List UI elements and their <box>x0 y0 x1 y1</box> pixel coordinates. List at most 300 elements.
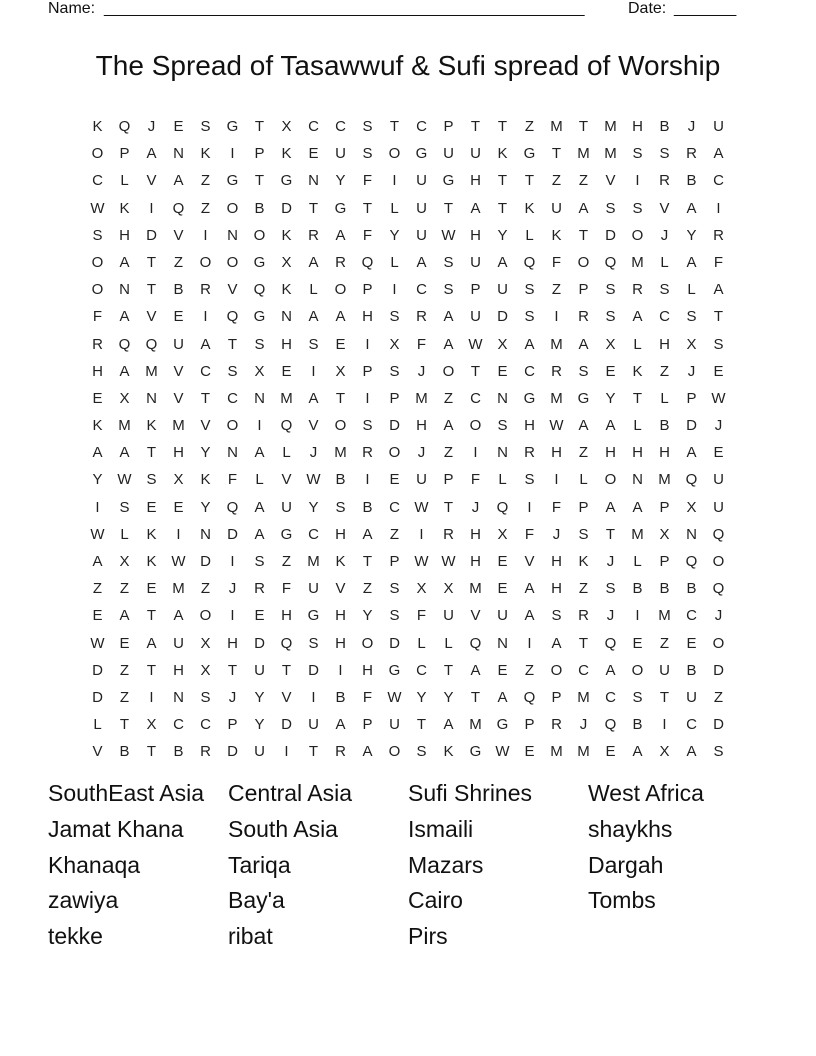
grid-letter[interactable]: M <box>280 389 293 407</box>
grid-letter[interactable]: M <box>550 118 563 135</box>
grid-letter[interactable]: O <box>226 199 239 217</box>
grid-letter[interactable]: C <box>686 716 697 734</box>
grid-letter[interactable]: T <box>713 308 724 326</box>
grid-letter[interactable]: T <box>524 172 535 190</box>
grid-letter[interactable]: S <box>254 335 265 353</box>
grid-letter[interactable]: Q <box>685 471 698 489</box>
grid-letter[interactable]: X <box>119 389 130 407</box>
grid-letter[interactable]: Q <box>685 553 698 570</box>
grid-letter[interactable]: T <box>146 661 157 679</box>
grid-letter[interactable]: U <box>497 281 508 299</box>
grid-letter[interactable]: P <box>578 281 589 299</box>
grid-letter[interactable]: T <box>497 199 508 217</box>
grid-letter[interactable]: F <box>281 580 292 598</box>
grid-letter[interactable]: H <box>551 580 562 598</box>
grid-letter[interactable]: P <box>119 145 130 163</box>
grid-letter[interactable]: C <box>524 362 535 380</box>
grid-letter[interactable]: X <box>416 580 427 598</box>
grid-letter[interactable]: O <box>631 226 644 244</box>
grid-letter[interactable]: G <box>388 661 401 679</box>
grid-letter[interactable]: R <box>551 362 562 380</box>
grid-letter[interactable]: I <box>230 553 235 570</box>
grid-letter[interactable]: Y <box>200 444 211 462</box>
grid-letter[interactable]: C <box>470 389 481 407</box>
grid-letter[interactable]: A <box>308 308 319 326</box>
grid-letter[interactable]: U <box>308 716 319 734</box>
grid-letter[interactable]: J <box>660 226 669 244</box>
grid-letter[interactable]: A <box>632 743 643 761</box>
grid-letter[interactable]: L <box>417 634 426 652</box>
grid-letter[interactable]: Z <box>119 688 130 706</box>
grid-letter[interactable]: Z <box>443 444 454 462</box>
grid-letter[interactable]: U <box>335 145 346 163</box>
grid-letter[interactable]: H <box>173 661 184 679</box>
grid-letter[interactable]: B <box>173 743 184 761</box>
grid-letter[interactable]: R <box>686 145 697 163</box>
grid-letter[interactable]: O <box>388 444 401 462</box>
grid-letter[interactable]: A <box>578 417 589 435</box>
grid-letter[interactable]: M <box>550 335 563 353</box>
grid-letter[interactable]: P <box>659 498 670 516</box>
grid-letter[interactable]: K <box>551 226 562 244</box>
grid-letter[interactable]: M <box>550 743 563 761</box>
grid-letter[interactable]: T <box>497 118 508 135</box>
grid-letter[interactable]: D <box>605 226 616 244</box>
grid-letter[interactable]: Z <box>119 661 130 679</box>
grid-letter[interactable]: A <box>497 253 508 271</box>
grid-letter[interactable]: I <box>284 743 289 761</box>
grid-letter[interactable]: Z <box>281 553 292 570</box>
grid-letter[interactable]: A <box>119 253 130 271</box>
grid-letter[interactable]: T <box>497 172 508 190</box>
grid-letter[interactable]: T <box>146 743 157 761</box>
grid-letter[interactable]: L <box>93 716 102 734</box>
grid-letter[interactable]: M <box>577 145 590 163</box>
grid-letter[interactable]: X <box>686 498 697 516</box>
grid-letter[interactable]: H <box>470 226 481 244</box>
grid-letter[interactable]: J <box>687 362 696 380</box>
grid-letter[interactable]: P <box>389 553 400 570</box>
grid-letter[interactable]: E <box>173 308 184 326</box>
grid-letter[interactable]: B <box>335 471 346 489</box>
grid-letter[interactable]: W <box>441 553 456 570</box>
grid-letter[interactable]: O <box>712 553 725 570</box>
grid-letter[interactable]: R <box>551 716 562 734</box>
grid-letter[interactable]: W <box>468 335 483 353</box>
grid-letter[interactable]: T <box>578 634 589 652</box>
grid-letter[interactable]: R <box>632 281 643 299</box>
grid-letter[interactable]: F <box>362 688 373 706</box>
grid-letter[interactable]: N <box>686 525 697 543</box>
grid-letter[interactable]: K <box>281 281 292 299</box>
grid-letter[interactable]: A <box>335 716 346 734</box>
grid-letter[interactable]: G <box>307 607 320 625</box>
grid-letter[interactable]: C <box>416 118 427 135</box>
grid-letter[interactable]: D <box>497 308 508 326</box>
grid-letter[interactable]: I <box>716 199 721 217</box>
grid-letter[interactable]: Z <box>578 172 589 190</box>
grid-letter[interactable]: C <box>389 498 400 516</box>
grid-letter[interactable]: R <box>416 308 427 326</box>
grid-letter[interactable]: C <box>713 172 724 190</box>
grid-letter[interactable]: X <box>146 716 157 734</box>
grid-letter[interactable]: P <box>524 716 535 734</box>
grid-letter[interactable]: O <box>91 281 104 299</box>
grid-letter[interactable]: J <box>147 118 156 135</box>
grid-letter[interactable]: W <box>495 743 510 761</box>
grid-letter[interactable]: J <box>606 607 615 625</box>
grid-letter[interactable]: O <box>199 253 212 271</box>
grid-letter[interactable]: M <box>415 389 428 407</box>
grid-letter[interactable]: G <box>469 743 482 761</box>
grid-letter[interactable]: N <box>227 226 238 244</box>
grid-letter[interactable]: C <box>416 281 427 299</box>
grid-letter[interactable]: T <box>632 389 643 407</box>
grid-letter[interactable]: S <box>362 118 373 135</box>
grid-letter[interactable]: J <box>417 444 426 462</box>
grid-letter[interactable]: B <box>686 580 697 598</box>
grid-letter[interactable]: S <box>632 199 643 217</box>
grid-letter[interactable]: S <box>254 553 265 570</box>
grid-letter[interactable]: C <box>308 525 319 543</box>
grid-letter[interactable]: X <box>281 118 292 135</box>
grid-letter[interactable]: A <box>578 335 589 353</box>
grid-letter[interactable]: C <box>335 118 346 135</box>
grid-letter[interactable]: A <box>335 226 346 244</box>
grid-letter[interactable]: B <box>659 580 670 598</box>
grid-letter[interactable]: S <box>308 335 319 353</box>
grid-letter[interactable]: N <box>173 688 184 706</box>
grid-letter[interactable]: Q <box>712 525 725 543</box>
grid-letter[interactable]: J <box>714 417 723 435</box>
grid-letter[interactable]: U <box>443 145 454 163</box>
grid-letter[interactable]: V <box>173 226 184 244</box>
grid-letter[interactable]: Q <box>712 580 725 598</box>
grid-letter[interactable]: S <box>605 580 616 598</box>
grid-letter[interactable]: Y <box>254 688 265 706</box>
grid-letter[interactable]: T <box>362 553 373 570</box>
grid-letter[interactable]: D <box>713 661 724 679</box>
grid-letter[interactable]: Y <box>308 498 319 516</box>
grid-letter[interactable]: S <box>416 743 427 761</box>
grid-letter[interactable]: T <box>605 525 616 543</box>
grid-letter[interactable]: A <box>443 716 454 734</box>
grid-letter[interactable]: P <box>443 471 454 489</box>
grid-letter[interactable]: A <box>119 444 130 462</box>
grid-letter[interactable]: O <box>712 634 725 652</box>
grid-letter[interactable]: O <box>226 417 239 435</box>
grid-letter[interactable]: O <box>199 607 212 625</box>
grid-letter[interactable]: B <box>632 580 643 598</box>
grid-letter[interactable]: X <box>200 634 211 652</box>
grid-letter[interactable]: A <box>146 145 157 163</box>
grid-letter[interactable]: J <box>714 607 723 625</box>
grid-letter[interactable]: I <box>635 172 640 190</box>
grid-letter[interactable]: A <box>605 498 616 516</box>
grid-letter[interactable]: A <box>632 498 643 516</box>
grid-letter[interactable]: I <box>257 417 262 435</box>
grid-letter[interactable]: R <box>308 226 319 244</box>
grid-letter[interactable]: R <box>335 743 346 761</box>
grid-letter[interactable]: A <box>443 417 454 435</box>
grid-letter[interactable]: L <box>579 471 588 489</box>
grid-letter[interactable]: V <box>605 172 616 190</box>
grid-letter[interactable]: O <box>253 226 266 244</box>
grid-letter[interactable]: N <box>119 281 130 299</box>
grid-letter[interactable]: T <box>470 118 481 135</box>
grid-letter[interactable]: P <box>443 118 454 135</box>
grid-letter[interactable]: M <box>577 688 590 706</box>
grid-letter[interactable]: O <box>226 253 239 271</box>
grid-letter[interactable]: X <box>335 362 346 380</box>
grid-letter[interactable]: A <box>119 607 130 625</box>
grid-letter[interactable]: S <box>578 362 589 380</box>
grid-letter[interactable]: Z <box>119 580 130 598</box>
grid-letter[interactable]: P <box>227 716 238 734</box>
grid-letter[interactable]: R <box>578 607 589 625</box>
grid-letter[interactable]: J <box>687 118 696 135</box>
grid-letter[interactable]: Z <box>551 281 562 299</box>
grid-letter[interactable]: A <box>200 335 211 353</box>
grid-letter[interactable]: V <box>659 199 670 217</box>
grid-letter[interactable]: Z <box>389 525 400 543</box>
grid-letter[interactable]: H <box>92 362 103 380</box>
grid-letter[interactable]: H <box>335 525 346 543</box>
grid-letter[interactable]: O <box>388 743 401 761</box>
grid-letter[interactable]: K <box>281 145 292 163</box>
grid-letter[interactable]: G <box>442 172 455 190</box>
grid-letter[interactable]: X <box>659 743 670 761</box>
grid-letter[interactable]: N <box>497 634 508 652</box>
grid-letter[interactable]: X <box>281 253 292 271</box>
grid-letter[interactable]: P <box>686 389 697 407</box>
grid-letter[interactable]: A <box>362 525 373 543</box>
grid-letter[interactable]: T <box>281 661 292 679</box>
grid-letter[interactable]: M <box>172 417 185 435</box>
grid-letter[interactable]: I <box>365 471 370 489</box>
grid-letter[interactable]: S <box>389 308 400 326</box>
grid-letter[interactable]: H <box>632 444 643 462</box>
grid-letter[interactable]: L <box>660 253 669 271</box>
grid-letter[interactable]: W <box>414 553 429 570</box>
grid-letter[interactable]: K <box>632 362 643 380</box>
grid-letter[interactable]: S <box>686 308 697 326</box>
grid-letter[interactable]: E <box>254 607 265 625</box>
grid-letter[interactable]: E <box>524 743 535 761</box>
grid-letter[interactable]: S <box>659 145 670 163</box>
grid-letter[interactable]: W <box>387 688 402 706</box>
grid-letter[interactable]: E <box>308 145 319 163</box>
grid-letter[interactable]: V <box>227 281 238 299</box>
grid-letter[interactable]: I <box>338 661 343 679</box>
grid-letter[interactable]: H <box>605 444 616 462</box>
grid-letter[interactable]: L <box>633 553 642 570</box>
grid-letter[interactable]: D <box>227 525 238 543</box>
grid-letter[interactable]: E <box>605 743 616 761</box>
grid-letter[interactable]: F <box>551 253 562 271</box>
grid-letter[interactable]: A <box>335 308 346 326</box>
grid-letter[interactable]: Z <box>200 172 211 190</box>
grid-letter[interactable]: J <box>606 553 615 570</box>
grid-letter[interactable]: X <box>254 362 265 380</box>
grid-letter[interactable]: Z <box>200 199 211 217</box>
grid-letter[interactable]: J <box>417 362 426 380</box>
grid-letter[interactable]: L <box>498 471 507 489</box>
grid-letter[interactable]: S <box>659 281 670 299</box>
grid-letter[interactable]: H <box>470 172 481 190</box>
grid-letter[interactable]: T <box>146 281 157 299</box>
grid-letter[interactable]: D <box>389 417 400 435</box>
grid-letter[interactable]: L <box>444 634 453 652</box>
grid-letter[interactable]: Z <box>200 580 211 598</box>
grid-letter[interactable]: T <box>227 661 238 679</box>
grid-letter[interactable]: S <box>443 281 454 299</box>
grid-letter[interactable]: N <box>227 444 238 462</box>
grid-letter[interactable]: A <box>362 743 373 761</box>
grid-letter[interactable]: T <box>443 199 454 217</box>
grid-letter[interactable]: U <box>659 661 670 679</box>
grid-letter[interactable]: O <box>577 253 590 271</box>
grid-letter[interactable]: X <box>173 471 184 489</box>
grid-letter[interactable]: U <box>497 607 508 625</box>
grid-letter[interactable]: C <box>92 172 103 190</box>
grid-letter[interactable]: A <box>497 688 508 706</box>
grid-letter[interactable]: X <box>497 335 508 353</box>
grid-letter[interactable]: A <box>605 661 616 679</box>
grid-letter[interactable]: B <box>659 118 670 135</box>
grid-letter[interactable]: Z <box>362 580 373 598</box>
grid-letter[interactable]: I <box>419 525 424 543</box>
grid-letter[interactable]: A <box>713 281 724 299</box>
grid-letter[interactable]: V <box>308 417 319 435</box>
grid-letter[interactable]: S <box>308 634 319 652</box>
grid-letter[interactable]: U <box>254 661 265 679</box>
grid-letter[interactable]: C <box>416 661 427 679</box>
grid-letter[interactable]: M <box>658 607 671 625</box>
grid-letter[interactable]: A <box>713 145 724 163</box>
grid-letter[interactable]: K <box>146 417 157 435</box>
grid-letter[interactable]: Q <box>253 281 266 299</box>
grid-letter[interactable]: G <box>523 145 536 163</box>
grid-letter[interactable]: K <box>200 145 211 163</box>
grid-letter[interactable]: N <box>173 145 184 163</box>
grid-letter[interactable]: T <box>119 716 130 734</box>
grid-letter[interactable]: A <box>470 661 481 679</box>
grid-letter[interactable]: T <box>578 226 589 244</box>
grid-letter[interactable]: Y <box>335 172 346 190</box>
grid-letter[interactable]: A <box>443 335 454 353</box>
grid-letter[interactable]: A <box>119 308 130 326</box>
grid-letter[interactable]: Y <box>92 471 103 489</box>
grid-letter[interactable]: I <box>392 281 397 299</box>
grid-letter[interactable]: F <box>92 308 103 326</box>
grid-letter[interactable]: N <box>632 471 643 489</box>
grid-letter[interactable]: K <box>443 743 454 761</box>
grid-letter[interactable]: T <box>470 362 481 380</box>
grid-letter[interactable]: F <box>227 471 238 489</box>
grid-letter[interactable]: N <box>146 389 157 407</box>
grid-letter[interactable]: C <box>200 716 211 734</box>
grid-letter[interactable]: L <box>255 471 264 489</box>
grid-letter[interactable]: K <box>92 417 103 435</box>
grid-letter[interactable]: V <box>281 688 292 706</box>
grid-letter[interactable]: D <box>281 716 292 734</box>
grid-letter[interactable]: M <box>577 743 590 761</box>
grid-letter[interactable]: T <box>308 199 319 217</box>
grid-letter[interactable]: A <box>632 308 643 326</box>
grid-letter[interactable]: K <box>281 226 292 244</box>
grid-letter[interactable]: A <box>686 253 697 271</box>
grid-letter[interactable]: X <box>605 335 616 353</box>
grid-letter[interactable]: Y <box>254 716 265 734</box>
grid-letter[interactable]: I <box>554 308 559 326</box>
grid-letter[interactable]: Z <box>659 634 670 652</box>
grid-letter[interactable]: N <box>254 389 265 407</box>
grid-letter[interactable]: I <box>203 226 208 244</box>
grid-letter[interactable]: G <box>577 389 590 407</box>
grid-letter[interactable]: W <box>171 553 186 570</box>
grid-letter[interactable]: R <box>254 580 265 598</box>
grid-letter[interactable]: Z <box>173 253 184 271</box>
grid-letter[interactable]: S <box>200 688 211 706</box>
grid-letter[interactable]: H <box>362 661 373 679</box>
grid-letter[interactable]: S <box>443 253 454 271</box>
grid-letter[interactable]: S <box>362 145 373 163</box>
grid-letter[interactable]: E <box>713 444 724 462</box>
grid-letter[interactable]: C <box>659 308 670 326</box>
grid-letter[interactable]: C <box>578 661 589 679</box>
grid-letter[interactable]: D <box>200 553 211 570</box>
grid-letter[interactable]: T <box>227 335 238 353</box>
grid-letter[interactable]: T <box>659 688 670 706</box>
grid-letter[interactable]: F <box>362 172 373 190</box>
grid-letter[interactable]: X <box>389 335 400 353</box>
grid-letter[interactable]: A <box>470 199 481 217</box>
grid-letter[interactable]: V <box>335 580 346 598</box>
grid-letter[interactable]: S <box>605 308 616 326</box>
grid-letter[interactable]: V <box>200 417 211 435</box>
grid-letter[interactable]: L <box>687 281 696 299</box>
grid-letter[interactable]: I <box>527 498 532 516</box>
grid-letter[interactable]: D <box>389 634 400 652</box>
grid-letter[interactable]: A <box>173 172 184 190</box>
grid-letter[interactable]: Q <box>118 118 131 135</box>
grid-letter[interactable]: T <box>146 444 157 462</box>
grid-letter[interactable]: E <box>173 498 184 516</box>
grid-letter[interactable]: H <box>173 444 184 462</box>
grid-letter[interactable]: Y <box>200 498 211 516</box>
grid-letter[interactable]: T <box>254 172 265 190</box>
grid-letter[interactable]: V <box>92 743 103 761</box>
grid-letter[interactable]: M <box>145 362 158 380</box>
grid-letter[interactable]: D <box>146 226 157 244</box>
grid-letter[interactable]: H <box>659 335 670 353</box>
grid-letter[interactable]: R <box>443 525 454 543</box>
grid-letter[interactable]: J <box>228 688 237 706</box>
grid-letter[interactable]: V <box>173 362 184 380</box>
grid-letter[interactable]: E <box>632 634 643 652</box>
grid-letter[interactable]: H <box>119 226 130 244</box>
grid-letter[interactable]: V <box>173 389 184 407</box>
grid-letter[interactable]: Y <box>443 688 454 706</box>
grid-letter[interactable]: U <box>686 688 697 706</box>
grid-letter[interactable]: N <box>281 308 292 326</box>
grid-letter[interactable]: T <box>389 118 400 135</box>
grid-letter[interactable]: A <box>686 444 697 462</box>
grid-letter[interactable]: E <box>686 634 697 652</box>
grid-letter[interactable]: V <box>146 308 157 326</box>
grid-letter[interactable]: Y <box>686 226 697 244</box>
